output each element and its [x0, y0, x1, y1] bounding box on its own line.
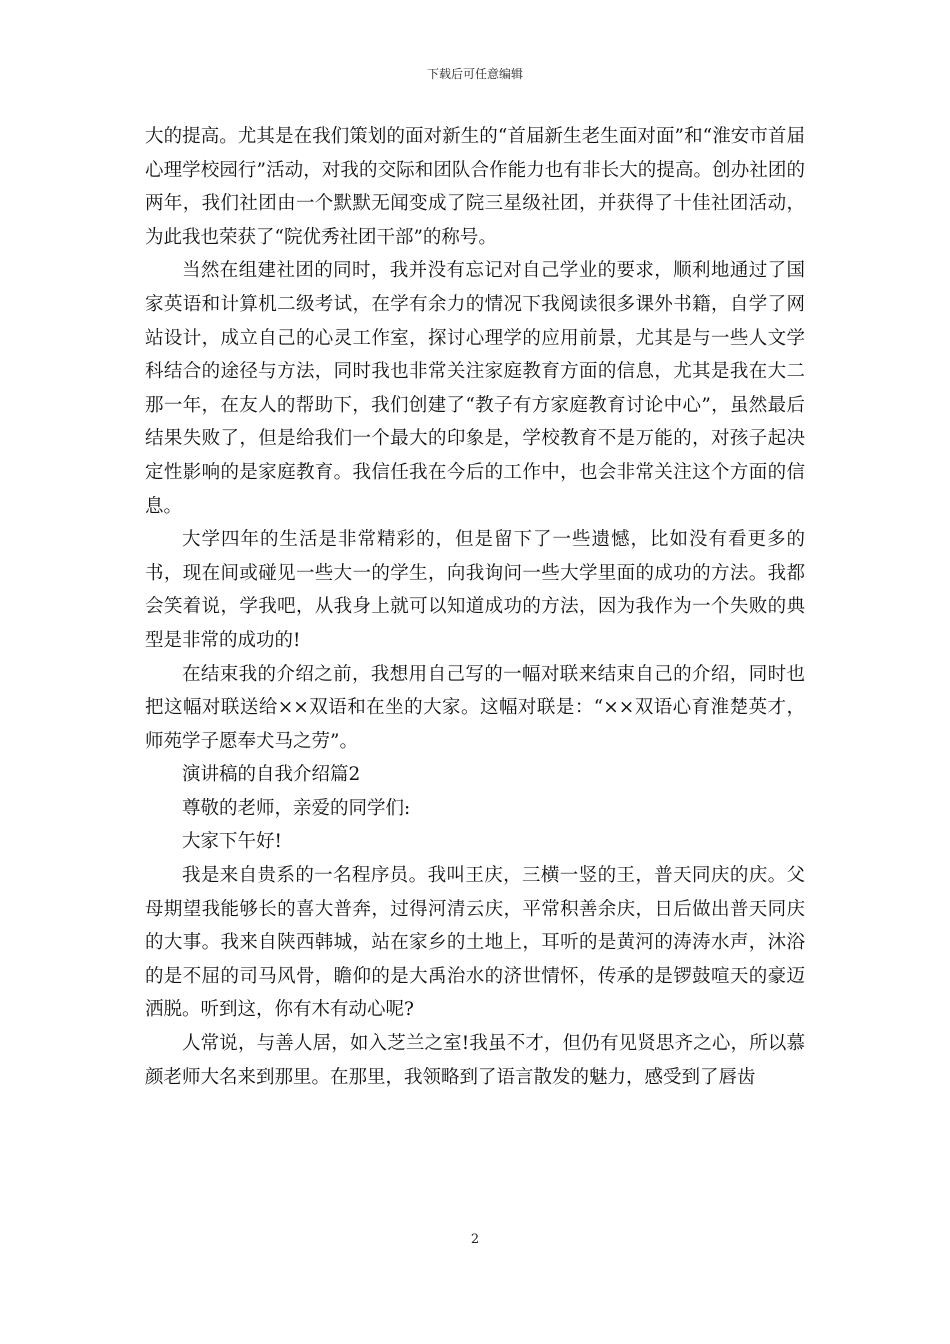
page-number: 2 [470, 1232, 480, 1247]
section-heading: 演讲稿的自我介绍篇2 [182, 764, 361, 786]
paragraph-2: 当然在组建社团的同时，我并没有忘记对自己学业的要求，顺利地通过了国家英语和计算机二级考试，在学有余力的情况下我阅读很多课外书籍，自学了网站设计，成立自己的心灵工作室，探讨心理学的应用前景，尤其是与一些人文学科结合的途径与方法，同时我也非常关注家庭教育方面的信息，尤其是我在大二那一年，在友人的帮助下，我们创建了“教子有方家庭教育讨论中心”，虽然最后结果失败了，但是给我们一个最大的印象是，学校教育不是万能的，对孩子起决定性影响的是家庭教育。我信任我在今后的工作中，也会非常关注这个方面的信息。 [145, 260, 805, 517]
paragraph-3: 大学四年的生活是非常精彩的，但是留下了一些遗憾，比如没有看更多的书，现在间或碰见一些大一的学生，向我询问一些大学里面的成功的方法。我都会笑着说，学我吧，从我身上就可以知道成功的方法，因为我作为一个失败的典型是非常的成功的! [145, 529, 805, 651]
document-body [145, 120, 805, 1094]
page-header: 下载后可任意编辑 [426, 67, 523, 81]
greeting: 大家下午好! [182, 831, 282, 853]
salutation: 尊敬的老师，亲爱的同学们: [182, 797, 411, 819]
paragraph-4: 在结束我的介绍之前，我想用自己写的一幅对联来结束自己的介绍，同时也把这幅对联送给××双语和在坐的大家。这幅对联是：“××双语心育淮楚英才，师苑学子愿奉犬马之劳”。 [145, 663, 805, 752]
paragraph-8: 我是来自贵系的一名程序员。我叫王庆，三横一竖的王，普天同庆的庆。父母期望我能够长的喜大普奔，过得河清云庆，平常积善余庆，日后做出普天同庆的大事。我来自陕西韩城，站在家乡的土地上，耳听的是黄河的涛涛水声，沐浴的是不屈的司马风骨，瞻仰的是大禹治水的济世情怀，传承的是锣鼓喧天的豪迈洒脱。听到这，你有木有动心呢? [145, 865, 805, 1021]
paragraph-1: 大的提高。尤其是在我们策划的面对新生的“首届新生老生面对面”和“淮安市首届心理学校园行”活动，对我的交际和团队合作能力也有非长大的提高。创办社团的两年，我们社团由一个默默无闻变成了院三星级社团，并获得了十佳社团活动，为此我也荣获了“院优秀社团干部”的称号。 [145, 126, 805, 248]
paragraph-9: 人常说，与善人居，如入芝兰之室!我虽不才，但仍有见贤思齐之心，所以慕颜老师大名来到那里。在那里，我领略到了语言散发的魅力，感受到了唇齿 [145, 1033, 805, 1088]
